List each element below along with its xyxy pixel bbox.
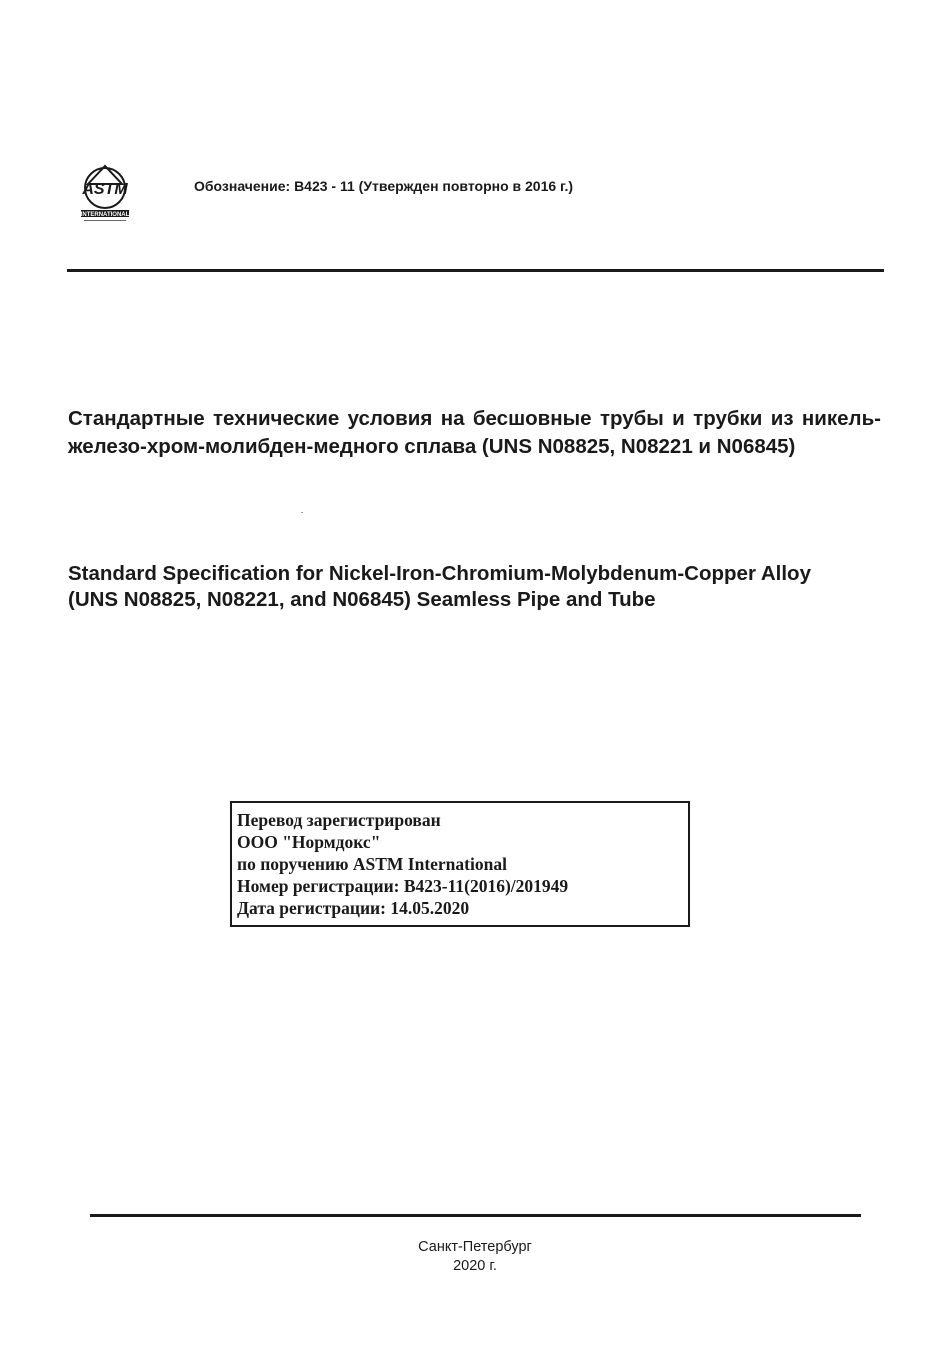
registration-box <box>230 801 690 927</box>
title-english <box>68 561 898 613</box>
designation-text: Обозначение: B423 - 11 (Утвержден повторно в 2016 г.) <box>194 178 574 194</box>
registration-line-3: по поручению ASTM International <box>237 854 507 874</box>
title-english-line-1: Standard Specification for Nickel-Iron-Chromium-Molybdenum-Copper Alloy <box>68 562 811 585</box>
astm-logo-icon <box>78 164 132 224</box>
title-russian: Стандартные технические условия на бесшовные трубы и трубки из никель-железо-хром-молибден-медного сплава (UNS N08825, N08221 и N06845) <box>68 407 881 458</box>
registration-line-2: ООО "Нормдокс" <box>237 832 381 852</box>
top-divider <box>67 269 884 272</box>
registration-number: Номер регистрации: B423-11(2016)/201949 <box>237 876 569 896</box>
registration-line-1: Перевод зарегистрирован <box>237 810 441 830</box>
stray-mark <box>301 512 303 513</box>
footer-city: Санкт-Петербург <box>418 1239 532 1255</box>
svg-text:ASTM: ASTM <box>82 181 128 198</box>
footer-year: 2020 г. <box>453 1258 497 1274</box>
svg-text:INTERNATIONAL: INTERNATIONAL <box>80 212 130 218</box>
registration-date: Дата регистрации: 14.05.2020 <box>237 898 470 918</box>
title-english-line-2: (UNS N08825, N08221, and N06845) Seamless Pipe and Tube <box>68 588 656 611</box>
bottom-divider <box>90 1214 861 1217</box>
